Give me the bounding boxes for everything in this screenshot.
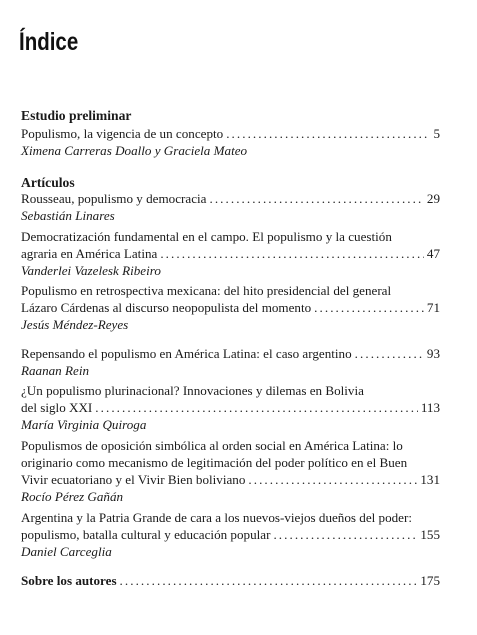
toc-entry-page: 155 [420,527,440,542]
toc-entry-title: Rousseau, populismo y democracia [21,191,207,206]
toc-entry-title: Democratización fundamental en el campo. El populismo y la cuestión [21,229,392,244]
toc-entry-title: Populismo en retrospectiva mexicana: del hito presidencial del general [21,283,392,298]
toc-entry-title: Argentina y la Patria Grande de cara a los nuevos-viejos dueños del poder: [21,510,412,525]
page-title: Índice [19,28,79,56]
toc-entry-author: Raanan Rein [21,363,90,378]
toc-entry-title: Vivir ecuatoriano y el Vivir Bien boliviano [21,472,246,487]
dot-leader [248,471,417,488]
toc-entry-sobre-los-autores[interactable] [21,572,440,589]
toc-entry[interactable] [21,437,440,505]
toc-entry-author: Rocío Pérez Gañán [21,489,124,504]
toc-entry[interactable] [21,228,440,279]
toc-entry-author: Jesús Méndez-Reyes [21,317,129,332]
toc-entry-title: Populismo, la vigencia de un concepto [21,126,224,141]
dot-leader [314,299,424,316]
dot-leader [355,345,424,362]
toc-entry-author: Vanderlei Vazelesk Ribeiro [21,263,161,278]
toc-entry-author: María Virginia Quiroga [21,417,147,432]
section-heading-estudio-preliminar: Estudio preliminar [21,108,132,123]
toc-entry-page: 93 [426,346,440,361]
dot-leader [209,190,423,207]
toc-entry-page: 175 [420,573,440,588]
toc-entry-title: Populismos de oposición simbólica al orden social en América Latina: lo [21,438,403,453]
section-heading-articulos: Artículos [21,175,75,190]
toc-entry[interactable] [21,509,440,560]
toc-entry-title-line [21,125,440,142]
dot-leader [120,572,418,589]
toc-entry-page: 113 [420,400,440,415]
toc-entry-page: 47 [426,246,440,261]
toc-entry-title: ¿Un populismo plurinacional? Innovaciones y dilemas en Bolivia [21,383,364,398]
toc-entry-author: Ximena Carreras Doallo y Graciela Mateo [21,143,248,158]
toc-entry[interactable] [21,382,440,433]
dot-leader [273,526,417,543]
toc-entry[interactable] [21,190,440,224]
dot-leader [160,245,424,262]
toc-entry-title: Sobre los autores [21,573,117,588]
toc-entry-title: agraria en América Latina [21,246,158,261]
toc-entry-author: Sebastián Linares [21,208,115,223]
toc-entry-title: del siglo XXI [21,400,93,415]
toc-entry-title: Lázaro Cárdenas al discurso neopopulista del momento [21,300,312,315]
toc-entry-author: Daniel Carceglia [21,544,112,559]
toc-entry-page: 131 [420,472,440,487]
dot-leader [226,125,430,142]
toc-entry-page: 5 [433,126,440,141]
toc-entry-title: originario como mecanismo de legitimación del poder político en el Buen [21,455,408,470]
toc-entry-title: Repensando el populismo en América Latina: el caso argentino [21,346,352,361]
toc-entry[interactable] [21,125,440,159]
toc-entry-title: populismo, batalla cultural y educación popular [21,527,271,542]
dot-leader [95,399,418,416]
toc-entry-page: 29 [426,191,440,206]
toc-entry-page: 71 [426,300,440,315]
toc-entry[interactable] [21,282,440,333]
toc-entry[interactable] [21,345,440,379]
